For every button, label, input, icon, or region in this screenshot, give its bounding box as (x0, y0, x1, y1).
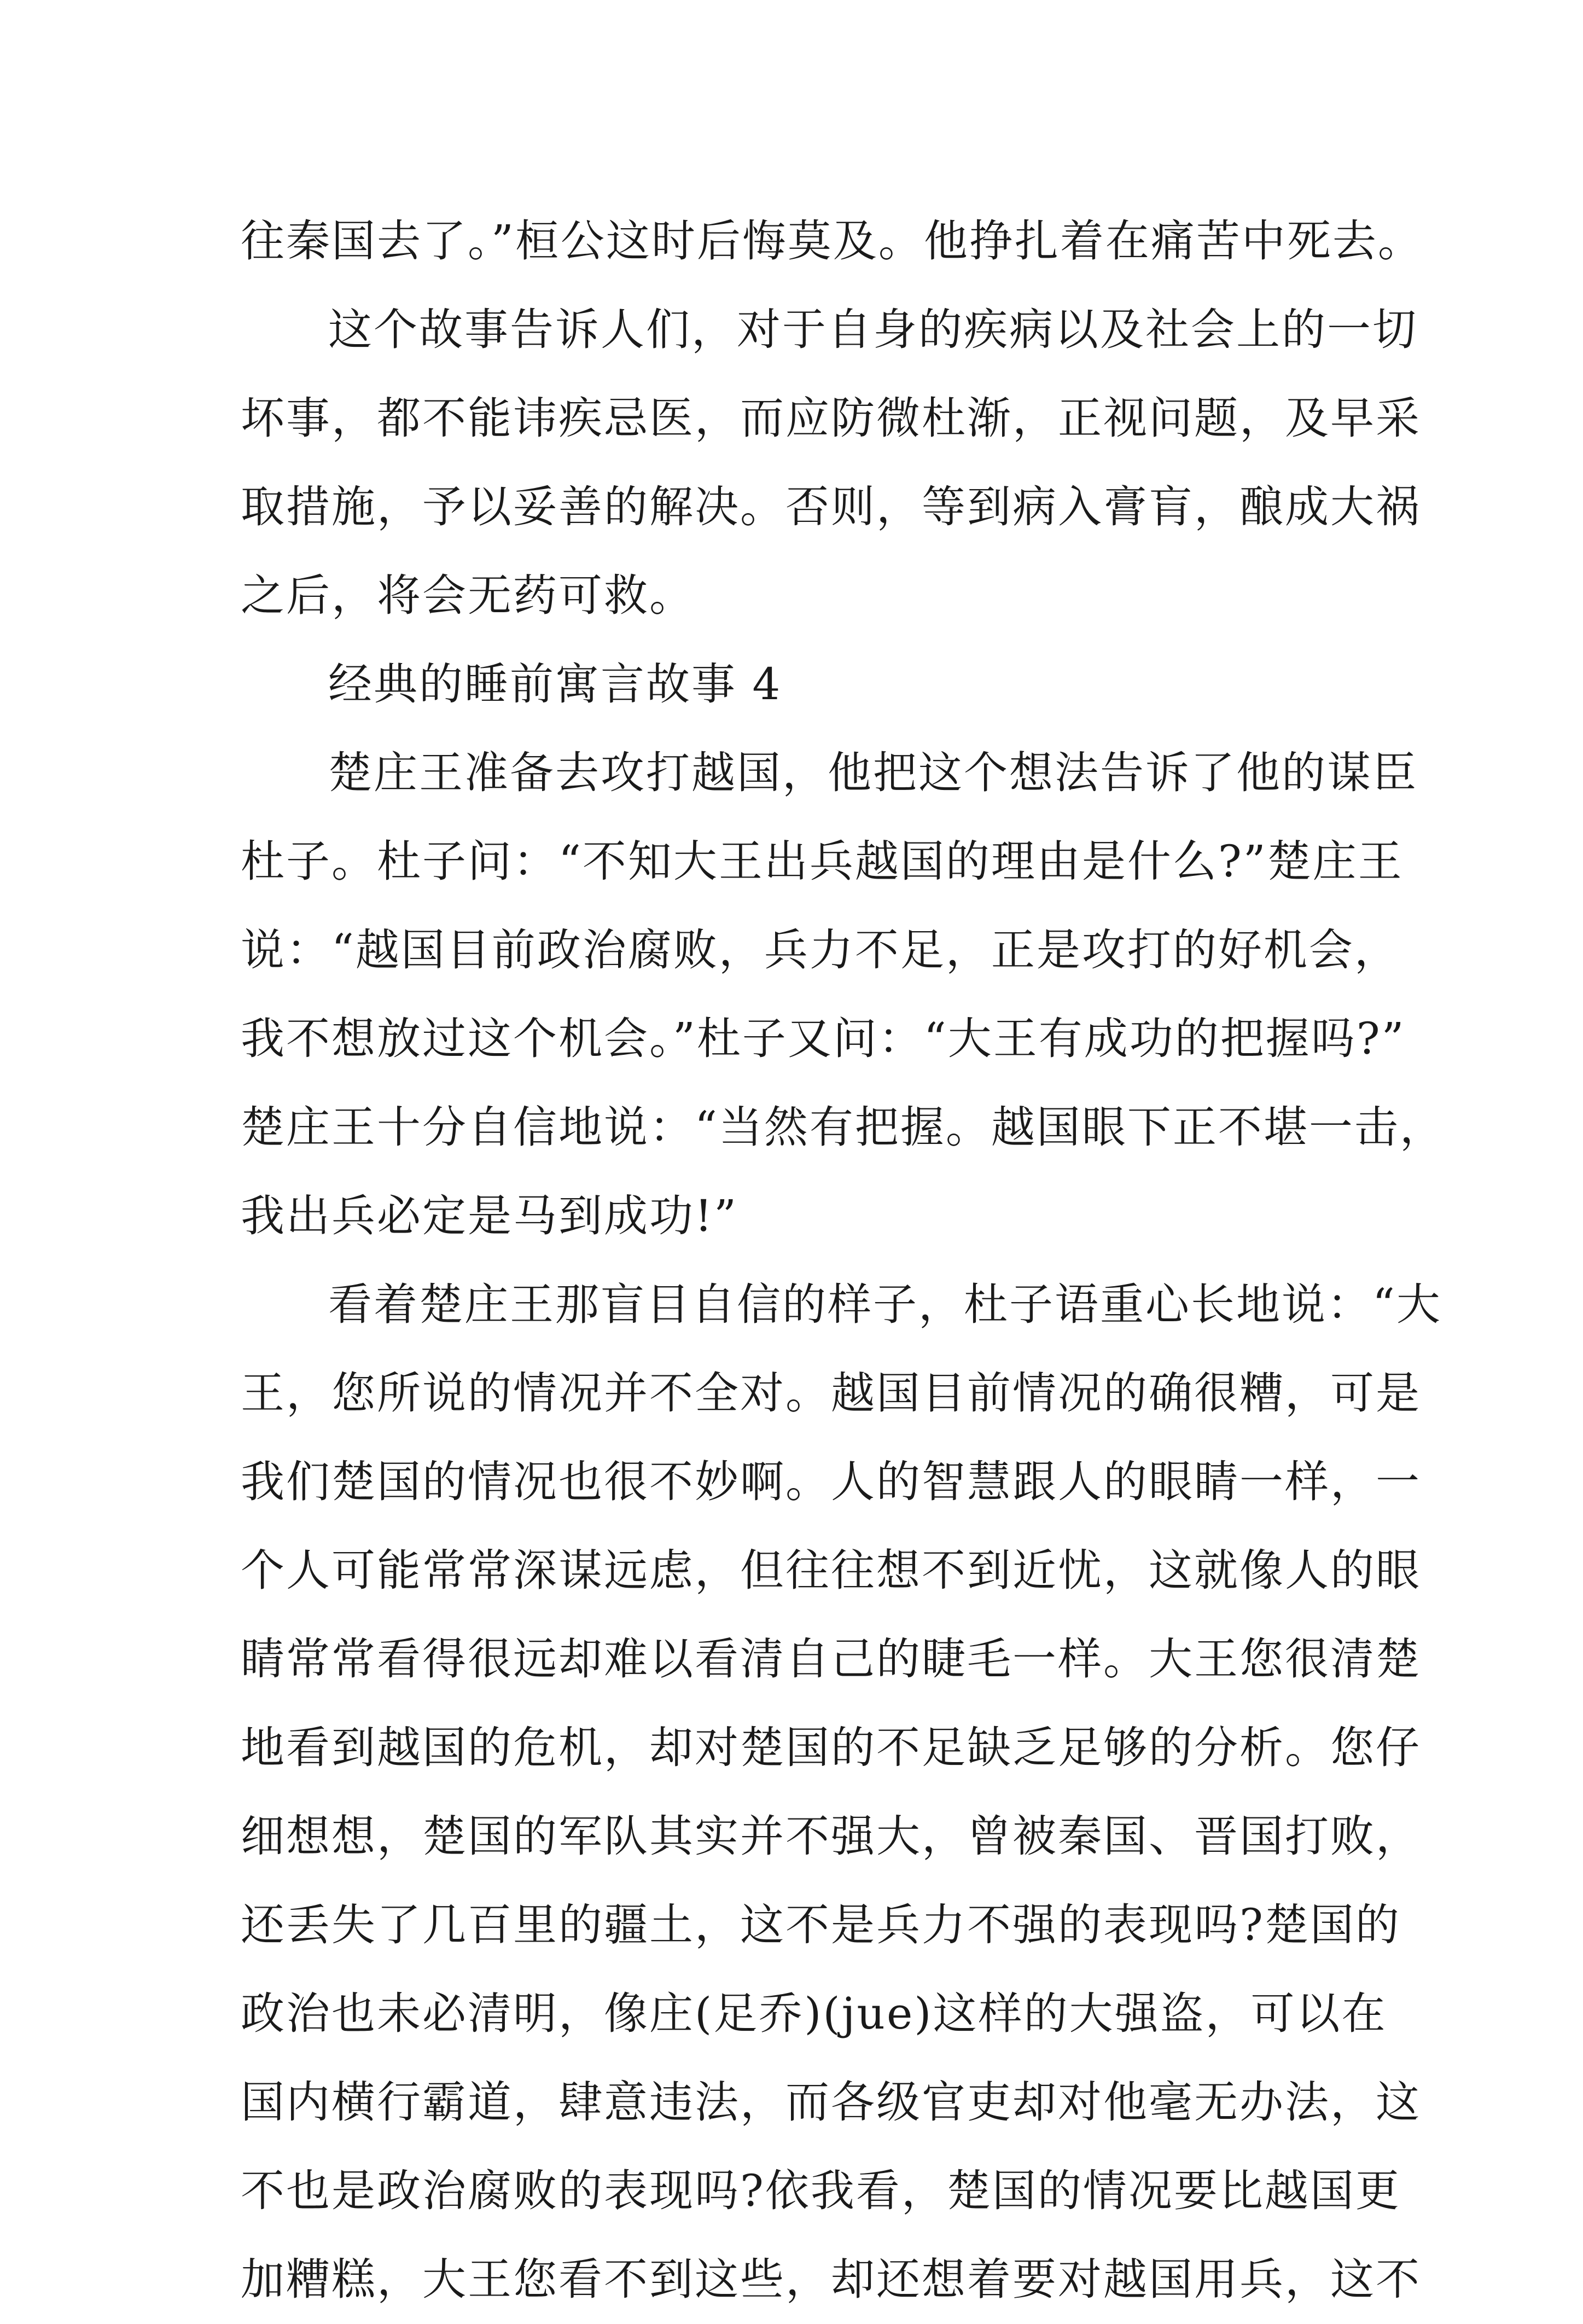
body-text (241, 197, 1445, 2324)
text-line: 地看到越国的危机，却对楚国的不足缺乏足够的分析。您仔 (241, 1722, 1421, 1773)
text-line: 楚庄王十分自信地说：“当然有把握。越国眼下正不堪一击， (241, 1102, 1445, 1153)
text-line: 我们楚国的情况也很不妙啊。人的智慧跟人的眼睛一样，一 (241, 1456, 1421, 1507)
text-line: 经典的睡前寓言故事 4 (328, 659, 782, 710)
text-line: 政治也未必清明，像庄(足乔)(jue)这样的大强盗，可以在 (241, 1988, 1387, 2039)
text-line: 加糟糕，大王您看不到这些，却还想着要对越国用兵，这不 (241, 2254, 1421, 2305)
text-line: 这个故事告诉人们，对于自身的疾病以及社会上的一切 (328, 304, 1418, 355)
text-line: 细想想，楚国的军队其实并不强大，曾被秦国、晋国打败， (241, 1811, 1421, 1862)
text-line: 往秦国去了。”桓公这时后悔莫及。他挣扎着在痛苦中死去。 (241, 216, 1423, 266)
text-line: 不也是政治腐败的表现吗?依我看，楚国的情况要比越国更 (241, 2165, 1401, 2216)
text-line: 看着楚庄王那盲目自信的样子，杜子语重心长地说：“大 (328, 1279, 1442, 1330)
text-line: 我不想放过这个机会。”杜子又问：“大王有成功的把握吗?” (241, 1013, 1406, 1064)
text-line: 国内横行霸道，肆意违法，而各级官吏却对他毫无办法，这 (241, 2077, 1421, 2128)
text-line: 取措施，予以妥善的解决。否则，等到病入膏肓，酿成大祸 (241, 481, 1421, 532)
text-line: 王，您所说的情况并不全对。越国目前情况的确很糟，可是 (241, 1368, 1421, 1419)
text-line: 楚庄王准备去攻打越国，他把这个想法告诉了他的谋臣 (328, 747, 1418, 798)
text-line: 个人可能常常深谋远虑，但往往想不到近忧，这就像人的眼 (241, 1545, 1421, 1596)
text-line: 之后，将会无药可救。 (241, 570, 695, 621)
text-line: 坏事，都不能讳疾忌医，而应防微杜渐，正视问题，及早采 (241, 393, 1421, 444)
text-line: 还丢失了几百里的疆土，这不是兵力不强的表现吗?楚国的 (241, 1899, 1401, 1950)
text-line: 杜子。杜子问：“不知大王出兵越国的理由是什么?”楚庄王 (241, 836, 1404, 887)
text-line: 说：“越国目前政治腐败，兵力不足，正是攻打的好机会， (241, 925, 1400, 975)
text-line: 睛常常看得很远却难以看清自己的睫毛一样。大王您很清楚 (241, 1634, 1421, 1684)
text-line: 我出兵必定是马到成功!” (241, 1190, 738, 1241)
